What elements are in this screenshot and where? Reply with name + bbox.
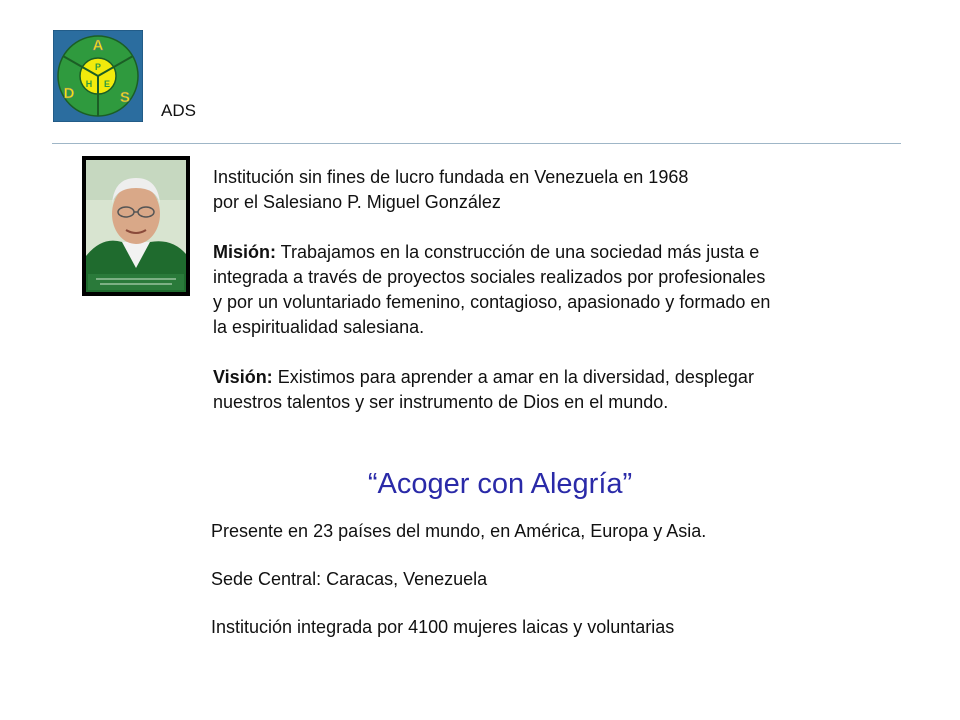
vision-text: Existimos para aprender a amar en la diversidad, desplegar bbox=[272, 367, 754, 387]
fact-members: Institución integrada por 4100 mujeres laicas y voluntarias bbox=[211, 617, 675, 637]
vision-label: Visión: bbox=[213, 367, 273, 387]
ads-logo bbox=[53, 30, 143, 122]
intro-line: por el Salesiano P. Miguel González bbox=[213, 192, 501, 212]
intro-line: Institución sin fines de lucro fundada en Venezuela en 1968 bbox=[213, 167, 689, 187]
mission-line: integrada a través de proyectos sociales realizados por profesionales bbox=[213, 267, 766, 287]
fact-headquarters: Sede Central: Caracas, Venezuela bbox=[211, 569, 488, 589]
institution-description bbox=[213, 165, 913, 415]
ads-logo-icon bbox=[53, 30, 143, 122]
vision-line: nuestros talentos y ser instrumento de Dios en el mundo. bbox=[213, 392, 669, 412]
fact-countries: Presente en 23 países del mundo, en América, Europa y Asia. bbox=[211, 521, 707, 541]
logo-letter-d: D bbox=[63, 85, 75, 102]
logo-letter-a: A bbox=[92, 37, 104, 54]
mission-line bbox=[213, 240, 913, 265]
header-divider bbox=[52, 143, 901, 144]
logo-letter-s: S bbox=[119, 89, 131, 106]
mission-line: y por un voluntariado femenino, contagioso, apasionado y formado en bbox=[213, 292, 771, 312]
vision-line bbox=[213, 365, 913, 390]
facts-list bbox=[211, 519, 706, 663]
logo-letter-p: P bbox=[94, 62, 102, 72]
org-name: ADS bbox=[161, 101, 196, 120]
logo-letter-e: E bbox=[103, 79, 111, 89]
founder-portrait-icon bbox=[82, 156, 190, 296]
mission-line: la espiritualidad salesiana. bbox=[213, 317, 425, 337]
mission-label: Misión: bbox=[213, 242, 276, 262]
founder-portrait bbox=[82, 156, 190, 296]
logo-letter-h: H bbox=[85, 79, 93, 89]
slogan: “Acoger con Alegría” bbox=[367, 468, 633, 500]
mission-text: Trabajamos en la construcción de una sociedad más justa e bbox=[276, 242, 760, 262]
